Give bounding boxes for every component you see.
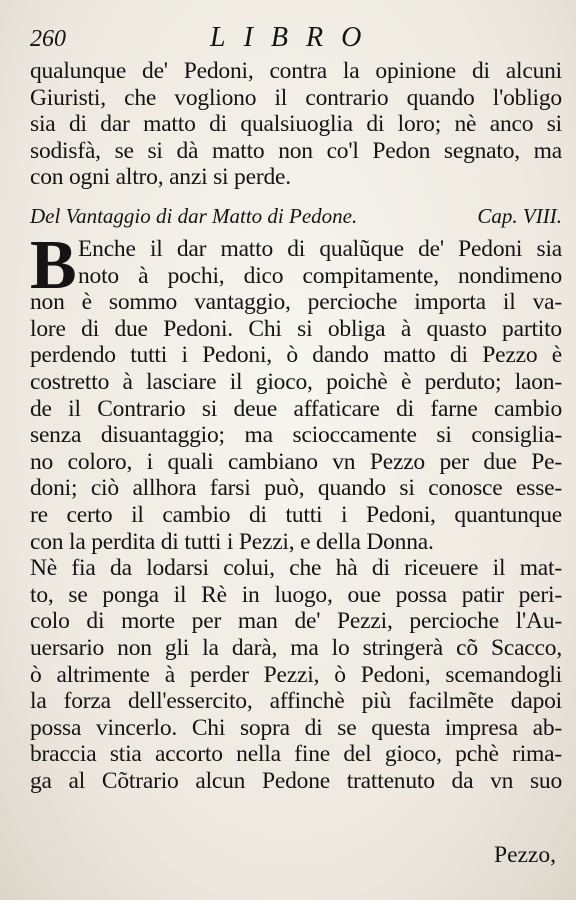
text-line: sodisfà, se si dà matto non co'l Pedon segnato, ma: [30, 137, 562, 164]
text-line: no coloro, i quali cambiano vn Pezzo per due Pe-: [30, 448, 562, 475]
text-line: con la perdita di tutti i Pezzi, e della Donna.: [30, 528, 434, 555]
text-line: la forza dell'essercito, affinchè più facilmẽte dapoi: [30, 688, 562, 715]
text-line: ga al Cõtrario alcun Pedone trattenuto da vn suo: [30, 767, 562, 794]
text-line: de il Contrario si deue affaticare di farne cambio: [30, 395, 562, 422]
text-line: to, se ponga il Rè in luogo, oue possa patir peri-: [30, 581, 562, 608]
text-line: senza disuantaggio; ma scioccamente si consiglia-: [30, 422, 562, 449]
text-line: lore di due Pedoni. Chi si obliga à quasto partito: [30, 315, 562, 342]
text-line: doni; ciò allhora farsi può, quando si conosce esse-: [30, 475, 562, 502]
continuation-paragraph: [30, 58, 562, 191]
text-line: possa vincerlo. Chi sopra di se questa impresa ab-: [30, 714, 562, 741]
running-head: [30, 22, 550, 56]
text-line: perdendo tutti i Pedoni, ò dando matto di Pezzo è: [30, 342, 562, 369]
catchword-row: [30, 842, 562, 876]
text-line: colo di morte per man de' Pezzi, percioche l'Au-: [30, 608, 562, 635]
chapter-heading: [30, 204, 562, 232]
text-line: braccia stia accorto nella fine del gioco, pchè rima-: [30, 741, 562, 768]
text-line: noto à pochi, dico compitamente, nondimeno: [78, 262, 562, 289]
page-number: 260: [30, 26, 66, 52]
catchword: Pezzo,: [494, 842, 556, 868]
text-line: re certo il cambio di tutti i Pedoni, quantunque: [30, 501, 562, 528]
text-line: Enche il dar matto di qualũque de' Pedoni sia: [78, 236, 562, 262]
running-title: LIBRO: [210, 22, 380, 53]
text-line: costretto à lasciare il gioco, poichè è perduto; laon-: [30, 368, 562, 395]
text-line: sia di dar matto di qualsiuoglia di loro; nè anco si: [30, 111, 562, 138]
drop-cap: B: [30, 227, 77, 304]
text-line: Nè fia da lodarsi colui, che hà di riceuere il mat-: [30, 555, 562, 582]
text-line: non è sommo vantaggio, percioche importa il va-: [30, 289, 562, 316]
text-line: con ogni altro, anzi si perde.: [30, 164, 291, 191]
text-line: Giuristi, che vogliono il contrario quando l'obligo: [30, 84, 562, 111]
text-line: ò altrimente à perder Pezzi, ò Pedoni, scemandogli: [30, 661, 562, 688]
text-line: uersario non gli la darà, ma lo stringerà cõ Scacco,: [30, 634, 562, 661]
chapter-paragraph: [30, 227, 562, 794]
chapter-number: Cap. VIII.: [477, 204, 562, 228]
chapter-title: Del Vantaggio di dar Matto di Pedone.: [30, 204, 358, 228]
text-line: qualunque de' Pedoni, contra la opinione di alcuni: [30, 58, 562, 84]
